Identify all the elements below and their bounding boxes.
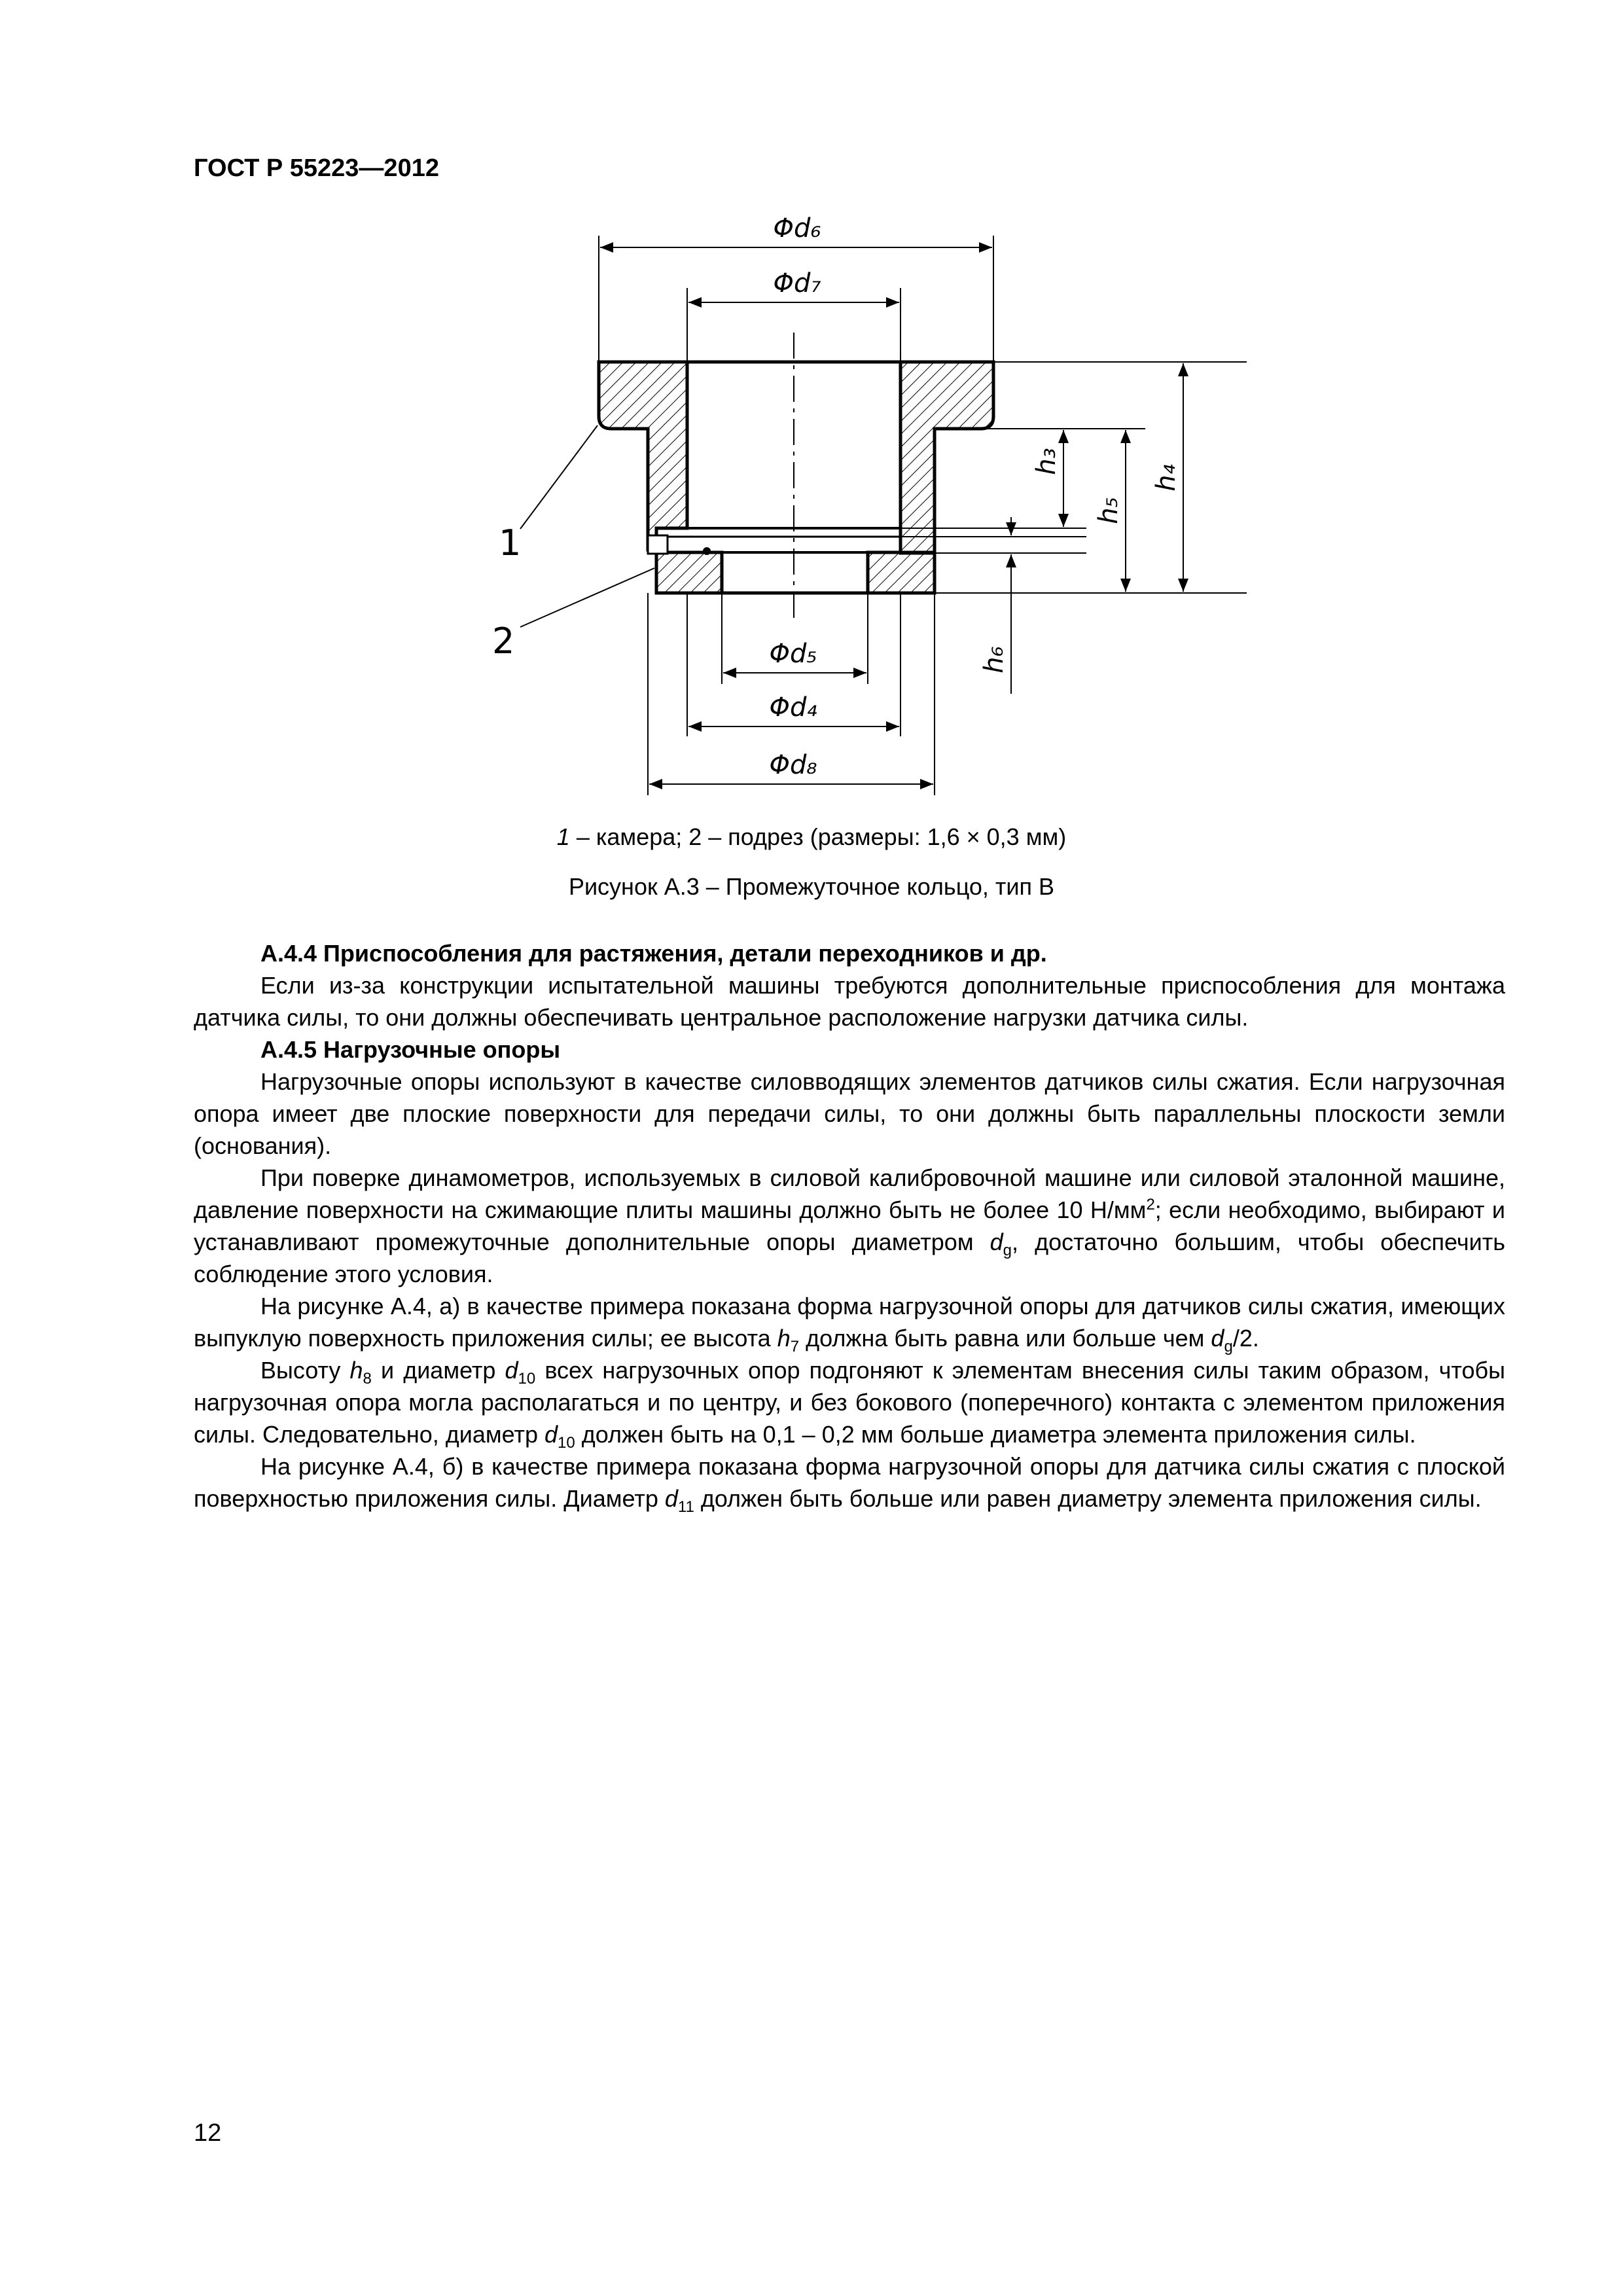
paragraph: Если из-за конструкции испытательной машины требуются дополнительные приспособления для монтажа датчика силы, то они должны обеспечивать центральное расположение нагрузки датчика силы. bbox=[194, 972, 1505, 1031]
leader-2 bbox=[520, 568, 654, 627]
dimension-d6 bbox=[599, 236, 993, 362]
callout-1: 1 bbox=[499, 522, 522, 564]
label-h4: h₄ bbox=[1151, 464, 1181, 492]
label-d8: Φd₈ bbox=[769, 750, 817, 780]
figure-a3-drawing bbox=[0, 0, 1623, 818]
legend-text: – камера; 2 – подрез (размеры: 1,6 × 0,3 мм) bbox=[569, 823, 1067, 850]
paragraph: При поверке динамометров, используемых в силовой калибровочной машине или силовой эталонной машине, давление поверхности на сжимающие плиты машины должно быть не более 10 $Н/мм^2$; если необходимо, выбирают и устанавливают промежуточные дополнительные опоры диаметром $d_g$, достаточно большим, чтобы обеспечить соблюдение этого условия. bbox=[194, 1164, 1505, 1287]
figure-caption: Рисунок А.3 – Промежуточное кольцо, тип В bbox=[568, 873, 1055, 900]
label-d6: Φd₆ bbox=[773, 213, 821, 243]
ring-section-left bbox=[599, 362, 722, 593]
page-number: 12 bbox=[194, 2119, 222, 2147]
paragraph: На рисунке А.4, б) в качестве примера показана форма нагрузочной опоры для датчика силы сжатия с плоской поверхностью приложения силы. Диаметр $d_{11}$ должен быть больше или равен диаметру элемента приложения силы. bbox=[194, 1453, 1505, 1516]
paragraph: Высоту $h_8$ и диаметр $d_{10}$ всех нагрузочных опор подгоняют к элементам внесения силы таким образом, чтобы нагрузочная опора могла располагаться и по центру, и без бокового (поперечного) контакта с элементом приложения силы. Следовательно, диаметр $d_{10}$ должен быть на 0,1 – 0,2 мм больше диаметра элемента приложения силы. bbox=[194, 1357, 1506, 1452]
ring-section-right bbox=[868, 362, 993, 593]
figure-legend bbox=[0, 823, 1623, 851]
paragraph: На рисунке А.4, а) в качестве примера показана форма нагрузочной опоры для датчиков силы сжатия, имеющих выпуклую поверхность приложения силы; ее высота $h_7$ должна быть равна или больше чем $d_g/2$. bbox=[194, 1293, 1505, 1356]
paragraph: Нагрузочные опоры используют в качестве силовводящих элементов датчиков силы сжатия. Если нагрузочная опора имеет две плоские поверхности для передачи силы, то они должны быть параллельны плоскости земли (основания). bbox=[194, 1068, 1505, 1159]
label-d5: Φd₅ bbox=[769, 639, 817, 669]
label-d7: Φd₇ bbox=[773, 268, 821, 298]
leader-1 bbox=[520, 425, 597, 529]
label-h3: h₃ bbox=[1031, 448, 1061, 475]
body-text bbox=[194, 937, 1505, 1515]
label-h6: h₆ bbox=[979, 646, 1009, 673]
legend-number: 1 bbox=[556, 823, 570, 850]
callout-2: 2 bbox=[492, 620, 515, 662]
label-h5: h₅ bbox=[1094, 497, 1124, 524]
section-heading-a45: А.4.5 Нагрузочные опоры bbox=[260, 1036, 561, 1063]
document-header: ГОСТ Р 55223—2012 bbox=[194, 154, 439, 182]
section-heading-a44: А.4.4 Приспособления для растяжения, детали переходников и др. bbox=[260, 940, 1047, 967]
label-d4: Φd₄ bbox=[769, 692, 817, 723]
